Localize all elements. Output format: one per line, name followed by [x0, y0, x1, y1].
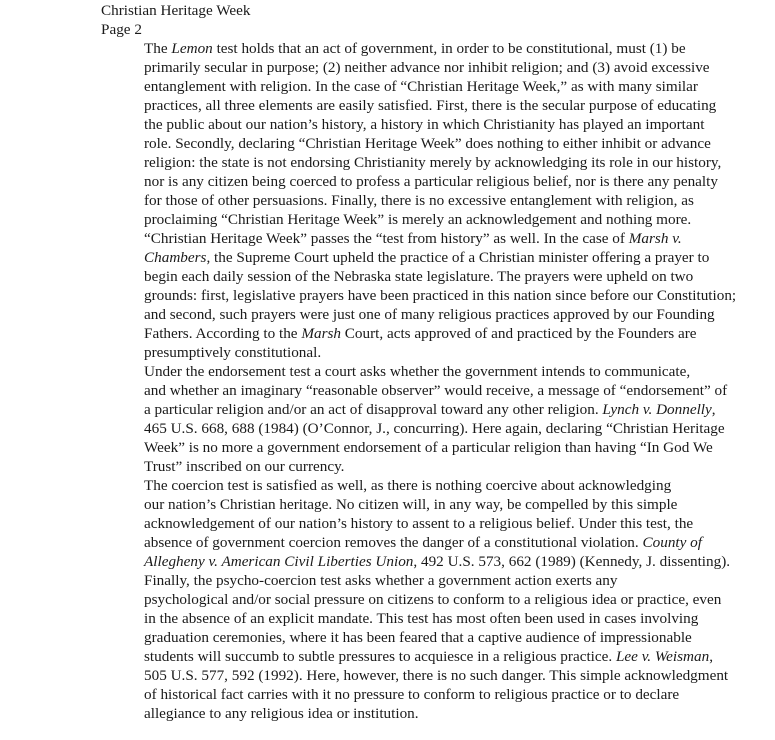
- text-line: [101, 609, 771, 628]
- text-run: ,: [711, 401, 716, 418]
- text-run: practices, all three elements are easily satisfied. First, there is the secular purpose of educating: [144, 97, 717, 114]
- text-run: the public about our nation’s history, a history in which Christianity has played an important: [144, 116, 705, 133]
- text-line: [101, 305, 771, 324]
- page-header: [101, 1, 771, 39]
- text-line: [101, 381, 771, 400]
- paragraph-history-test: [101, 229, 771, 362]
- italic-citation: Allegheny v. American Civil Liberties Union: [144, 553, 414, 570]
- text-line: [101, 115, 771, 134]
- text-line: [101, 628, 771, 647]
- text-run: 465 U.S. 668, 688 (1984) (O’Connor, J., concurring). Here again, declaring “Christian Heritage: [144, 420, 725, 437]
- text-run: graduation ceremonies, where it has been feared that a captive audience of impressionable: [144, 629, 692, 646]
- text-run: Court, acts approved of and practiced by the Founders are: [341, 325, 697, 342]
- italic-citation: County of: [642, 534, 702, 551]
- text-run: and second, such prayers were just one of many religious practices approved by our Founding: [144, 306, 715, 323]
- text-run: ,: [709, 648, 713, 665]
- text-run: psychological and/or social pressure on citizens to conform to a religious idea or practice, even: [144, 591, 722, 608]
- text-run: a particular religion and/or an act of disapproval toward any other religion.: [144, 401, 603, 418]
- text-line: [101, 685, 771, 704]
- page-number: Page 2: [101, 21, 142, 38]
- text-line: [101, 704, 771, 723]
- italic-citation: Lemon: [171, 40, 213, 57]
- text-line: [101, 457, 771, 476]
- italic-citation: Lynch v. Donnelly: [602, 401, 712, 418]
- text-line: [101, 362, 771, 381]
- text-run: primarily secular in purpose; (2) neither advance nor inhibit religion; and (3) avoid excessive: [144, 59, 710, 76]
- text-line: [101, 229, 771, 248]
- text-run: for those of other persuasions. Finally, there is no excessive entanglement with religion, as: [144, 192, 694, 209]
- text-line: [101, 647, 771, 666]
- paragraph-lemon-test: [101, 39, 771, 229]
- text-line: [101, 210, 771, 229]
- italic-citation: Marsh: [301, 325, 341, 342]
- text-line: [101, 533, 771, 552]
- text-line: [101, 96, 771, 115]
- document-page: [0, 1, 775, 740]
- text-line: [101, 419, 771, 438]
- text-run: Fathers. According to the: [144, 325, 302, 342]
- text-line: [101, 476, 771, 495]
- text-run: begin each daily session of the Nebraska state legislature. The prayers were upheld on two: [144, 268, 694, 285]
- text-run: students will succumb to subtle pressures to acquiesce in a religious practice.: [144, 648, 616, 665]
- text-run: of historical fact carries with it no pressure to conform to religious practice or to declare: [144, 686, 680, 703]
- text-run: “Christian Heritage Week” passes the “test from history” as well. In the case of: [144, 230, 629, 247]
- text-line: [101, 77, 771, 96]
- text-line: [101, 552, 771, 571]
- text-run: nor is any citizen being coerced to profess a particular religious belief, nor is there any penalty: [144, 173, 718, 190]
- text-line: [101, 400, 771, 419]
- text-run: entanglement with religion. In the case of “Christian Heritage Week,” as with many similar: [144, 78, 698, 95]
- text-line: [101, 153, 771, 172]
- text-run: acknowledgement of our nation’s history to assent to a religious belief. Under this test, the: [144, 515, 694, 532]
- italic-citation: Marsh v.: [628, 230, 682, 247]
- text-run: Under the endorsement test a court asks whether the government intends to communicate,: [144, 363, 691, 380]
- text-run: The: [144, 40, 172, 57]
- text-run: The coercion test is satisfied as well, as there is nothing coercive about acknowledging: [144, 477, 672, 494]
- text-line: [101, 267, 771, 286]
- text-line: [101, 514, 771, 533]
- text-line: [101, 324, 771, 343]
- text-run: presumptively constitutional.: [144, 344, 322, 361]
- text-line: [101, 495, 771, 514]
- text-run: role. Secondly, declaring “Christian Heritage Week” does nothing to either inhibit or advance: [144, 135, 711, 152]
- text-run: proclaiming “Christian Heritage Week” is merely an acknowledgement and nothing more.: [144, 211, 692, 228]
- text-run: allegiance to any religious idea or institution.: [144, 705, 419, 722]
- text-line: [101, 343, 771, 362]
- text-run: , the Supreme Court upheld the practice of a Christian minister offering a prayer to: [206, 249, 710, 266]
- text-run: Finally, the psycho-coercion test asks whether a government action exerts any: [144, 572, 618, 589]
- paragraph-endorsement-test: [101, 362, 771, 476]
- text-line: [101, 590, 771, 609]
- text-run: test holds that an act of government, in order to be constitutional, must (1) be: [212, 40, 686, 57]
- text-run: , 492 U.S. 573, 662 (1989) (Kennedy, J. dissenting).: [413, 553, 731, 570]
- text-line: [101, 286, 771, 305]
- document-title: Christian Heritage Week: [101, 2, 251, 19]
- text-line: [101, 39, 771, 58]
- text-run: Week” is no more a government endorsement of a particular religion than having “In God We: [144, 439, 713, 456]
- text-line: [101, 666, 771, 685]
- italic-citation: Lee v. Weisman: [615, 648, 710, 665]
- text-run: religion: the state is not endorsing Christianity merely by acknowledging its role in our history,: [144, 154, 722, 171]
- text-run: and whether an imaginary “reasonable observer” would receive, a message of “endorsement” of: [144, 382, 728, 399]
- text-line: [101, 248, 771, 267]
- paragraph-psycho-coercion-test: [101, 571, 771, 723]
- text-line: [101, 438, 771, 457]
- text-line: [101, 172, 771, 191]
- text-line: [101, 134, 771, 153]
- text-run: absence of government coercion removes the danger of a constitutional violation.: [144, 534, 643, 551]
- text-run: 505 U.S. 577, 592 (1992). Here, however, there is no such danger. This simple acknowledgment: [144, 667, 729, 684]
- text-run: grounds: first, legislative prayers have been practiced in this nation since before our Constitution;: [144, 287, 737, 304]
- text-run: Trust” inscribed on our currency.: [144, 458, 345, 475]
- text-line: [101, 571, 771, 590]
- text-run: in the absence of an explicit mandate. This test has most often been used in cases involving: [144, 610, 699, 627]
- text-run: our nation’s Christian heritage. No citizen will, in any way, be compelled by this simple: [144, 496, 678, 513]
- paragraph-coercion-test: [101, 476, 771, 571]
- text-line: [101, 191, 771, 210]
- text-line: [101, 58, 771, 77]
- italic-citation: Chambers: [144, 249, 207, 266]
